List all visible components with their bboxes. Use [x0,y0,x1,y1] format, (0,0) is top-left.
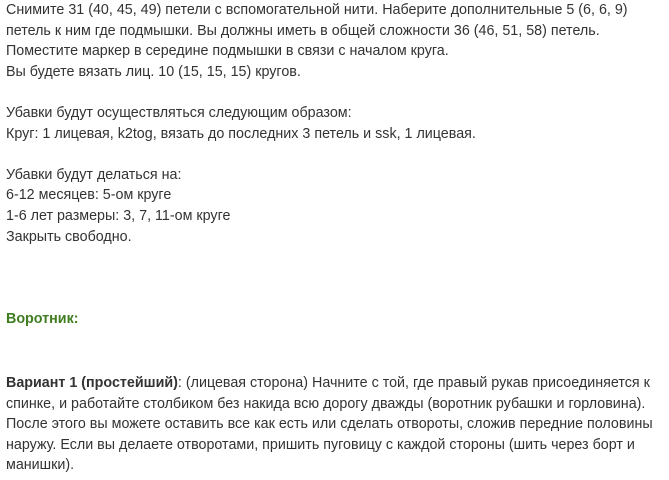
text-line: Поместите маркер в середине подмышки в связи с началом круга. [6,43,449,60]
spacer [6,144,666,165]
variant-paragraph [6,373,662,476]
text-line: Круг: 1 лицевая, k2tog, вязать до последних 3 петель и ssk, 1 лицевая. [6,125,476,142]
text-line: Убавки будут делаться на: [6,166,182,183]
text-line: 1-6 лет размеры: 3, 7, 11-ом круге [6,207,231,224]
text-line: Снимите 31 (40, 45, 49) петели с вспомогательной нити. Наберите дополнительные 5 (6, 6, 9) [6,2,628,18]
spacer [6,82,666,103]
text-line: Убавки будут осуществляться следующим образом: [6,104,352,121]
decrease-section [6,103,666,144]
spacer [6,247,666,288]
text-line: 6-12 месяцев: 5-ом круге [6,187,172,204]
schedule-section [6,165,666,247]
intro-section [6,0,666,82]
variant-label: Вариант 1 (простейший) [6,375,178,391]
document-body [6,0,666,474]
text-line: Вы будете вязать лиц. 10 (15, 15, 15) кругов. [6,63,301,80]
collar-heading: Воротник: [6,310,79,327]
spacer [6,288,666,309]
variant-text: : (лицевая сторона) Начните с той, где правый рукав присоединяется к спинке, и работайте столбиком без накида всю дорогу дважды (воротник рубашки и горловина). После этого вы можете оставить все как есть или сделать отвороты, сложив передние половины наружу. Если вы делаете отворотами, пришить пуговицу с каждой стороны (шить через борт и манишки). [6,375,653,474]
text-line: петель к ним где подмышки. Вы должны иметь в общей сложности 36 (46, 51, 58) петель. [6,22,600,39]
text-line: Закрыть свободно. [6,228,132,245]
